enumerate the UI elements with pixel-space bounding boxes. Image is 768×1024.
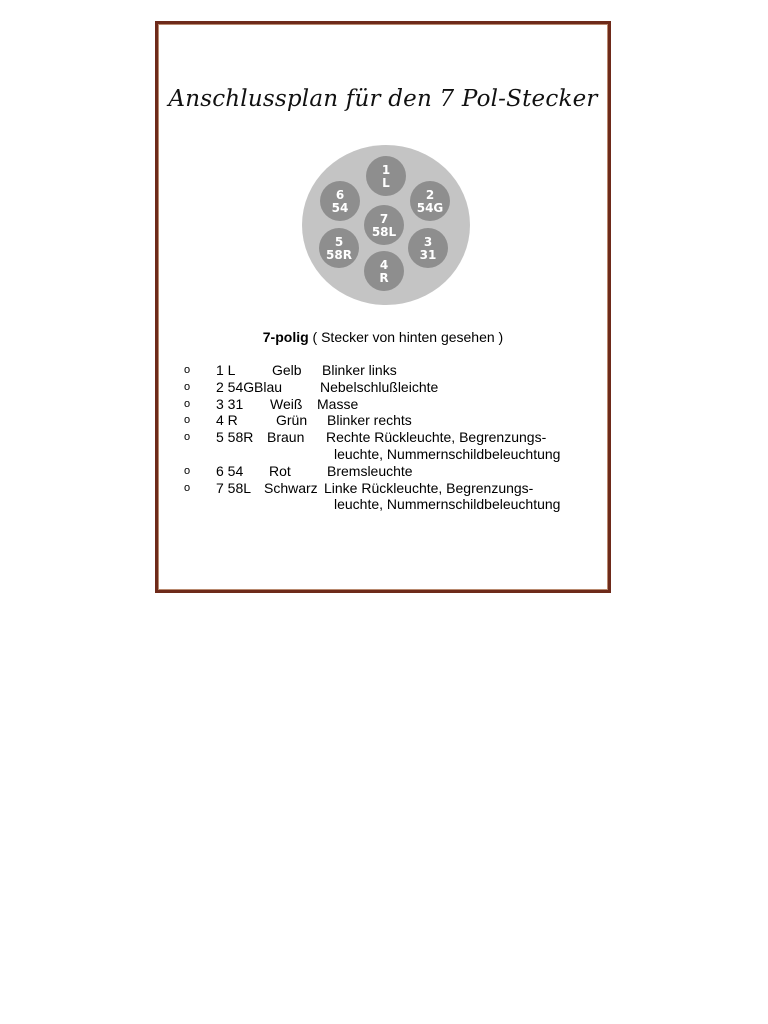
- caption-rest: ( Stecker von hinten gesehen ): [308, 329, 504, 345]
- pin-function-continued: leuchte, Nummernschildbeleuchtung: [334, 496, 561, 513]
- wire-color: Braun: [267, 429, 305, 446]
- pin-row: [184, 480, 604, 514]
- pin-row: [184, 362, 604, 379]
- bullet-icon: o: [184, 364, 191, 376]
- pin-6-number: 6: [335, 188, 345, 202]
- pin-function: Bremsleuchte: [327, 462, 413, 479]
- bullet-icon: o: [184, 380, 191, 393]
- pin-function: Masse: [317, 395, 359, 412]
- bullet-icon: o: [184, 397, 191, 410]
- wire-color: Gelb: [272, 362, 302, 378]
- bullet-icon: o: [184, 481, 191, 494]
- pin-4-number: 4: [379, 258, 389, 272]
- pin-row: [184, 379, 604, 396]
- pin-code: 6 54: [216, 462, 244, 479]
- pin-1-code: L: [382, 176, 390, 190]
- pin-2-number: 2: [425, 188, 435, 202]
- bullet-icon: o: [184, 464, 191, 477]
- pin-5-number: 5: [334, 235, 344, 249]
- wire-color: Rot: [269, 462, 291, 479]
- pin-function: Blinker links: [322, 362, 397, 378]
- pin-3-code: 31: [419, 248, 437, 262]
- pin-assignment-list: [184, 362, 604, 513]
- pin-row: [184, 429, 604, 463]
- pin-1-number: 1: [381, 163, 391, 177]
- pin-function: Blinker rechts: [327, 412, 412, 429]
- pin-7-code: 58L: [371, 225, 397, 239]
- wire-color: Weiß: [270, 395, 303, 412]
- pin-row: [184, 396, 604, 413]
- pin-code: 1 L: [216, 362, 236, 378]
- bullet-icon: o: [184, 414, 191, 427]
- pin-code: 7 58L: [216, 479, 252, 496]
- pin-7-number: 7: [379, 212, 389, 226]
- wire-color: Blau: [254, 378, 283, 395]
- wire-color: Grün: [276, 412, 308, 429]
- pin-function-continued: leuchte, Nummernschildbeleuchtung: [334, 445, 561, 462]
- document-title: Anschlussplan für den 7 Pol-Stecker: [168, 86, 598, 112]
- pin-function: Rechte Rückleuchte, Begrenzungs-: [326, 429, 547, 446]
- pin-5-code: 58R: [326, 248, 352, 262]
- pin-code: 4 R: [216, 412, 238, 429]
- document-frame: [155, 21, 611, 593]
- connector-svg: [300, 144, 472, 306]
- pin-code: 2 54G: [216, 378, 255, 395]
- pin-2-code: 54G: [416, 201, 444, 215]
- diagram-caption: [158, 329, 608, 345]
- caption-bold: 7-polig: [262, 329, 309, 345]
- wire-color: Schwarz: [264, 479, 318, 496]
- pin-code: 3 31: [216, 395, 244, 412]
- pin-code: 5 58R: [216, 429, 254, 446]
- pin-row: [184, 463, 604, 480]
- pin-function: Linke Rückleuchte, Begrenzungs-: [324, 479, 534, 496]
- pin-4-code: R: [379, 271, 389, 285]
- pin-6-code: 54: [331, 201, 349, 215]
- bullet-icon: o: [184, 431, 191, 444]
- pin-function: Nebelschlußleichte: [320, 378, 439, 395]
- pin-row: [184, 412, 604, 429]
- pin-3-number: 3: [423, 235, 433, 249]
- connector-diagram: [300, 144, 472, 306]
